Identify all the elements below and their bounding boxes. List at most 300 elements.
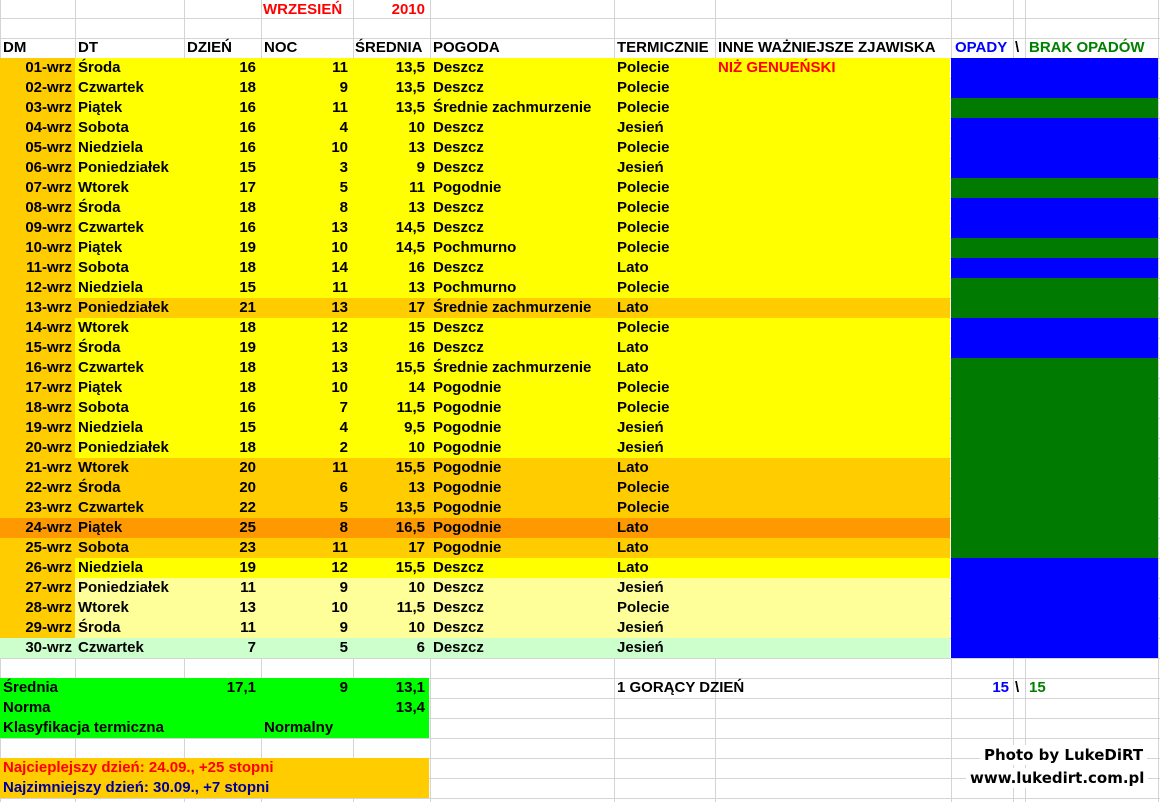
cell-dm[interactable]: 30-wrz [25, 639, 72, 656]
class-value[interactable]: Normalny [264, 719, 334, 736]
cell-other[interactable] [718, 618, 948, 638]
rain-indicator[interactable] [951, 338, 1158, 358]
cell-avg[interactable]: 15 [408, 319, 425, 336]
cell-dt[interactable]: Środa [78, 199, 121, 216]
cell-other[interactable]: NIŻ GENUEŃSKI [718, 59, 836, 76]
no-rain-indicator[interactable] [951, 498, 1158, 518]
cell-other[interactable] [718, 478, 948, 498]
cell-avg[interactable]: 15,5 [395, 559, 425, 576]
cell-thermal[interactable]: Polecie [617, 599, 670, 616]
cell-dm[interactable]: 17-wrz [25, 379, 72, 396]
cell-avg[interactable]: 9 [416, 159, 425, 176]
cell-other[interactable] [718, 458, 948, 478]
rain-indicator[interactable] [951, 138, 1158, 158]
cell-night[interactable]: 11 [332, 279, 348, 296]
avg-night[interactable]: 9 [339, 679, 348, 696]
cell-night[interactable]: 10 [331, 599, 348, 616]
cell-thermal[interactable]: Lato [617, 519, 649, 536]
month-title[interactable]: WRZESIEŃ [263, 1, 343, 18]
no-rain-indicator[interactable] [951, 518, 1158, 538]
cell-avg[interactable]: 13 [408, 479, 425, 496]
header-dm[interactable]: DM [3, 39, 27, 56]
cell-dt[interactable]: Czwartek [78, 219, 144, 236]
cell-dm[interactable]: 01-wrz [25, 59, 72, 76]
cell-dt[interactable]: Piątek [78, 519, 123, 536]
cell-dt[interactable]: Sobota [78, 539, 129, 556]
cell-avg[interactable]: 9,5 [404, 419, 425, 436]
cell-thermal[interactable]: Polecie [617, 479, 670, 496]
cell-avg[interactable]: 14,5 [395, 239, 425, 256]
cell-weather[interactable]: Deszcz [433, 599, 484, 616]
cell-dt[interactable]: Czwartek [78, 639, 144, 656]
cell-weather[interactable]: Pogodnie [433, 539, 502, 556]
header-srednia[interactable]: ŚREDNIA [355, 39, 423, 56]
cell-thermal[interactable]: Polecie [617, 319, 670, 336]
cell-dt[interactable]: Piątek [78, 239, 123, 256]
cell-thermal[interactable]: Polecie [617, 199, 670, 216]
cell-thermal[interactable]: Polecie [617, 239, 670, 256]
cell-dm[interactable]: 29-wrz [25, 619, 72, 636]
cell-dt[interactable]: Środa [78, 619, 121, 636]
cell-dm[interactable]: 11-wrz [26, 259, 72, 276]
cell-weather[interactable]: Pogodnie [433, 379, 502, 396]
cell-night[interactable]: 5 [339, 639, 348, 656]
cell-night[interactable]: 13 [331, 299, 348, 316]
cell-other[interactable] [718, 118, 948, 138]
cell-dm[interactable]: 19-wrz [25, 419, 72, 436]
cell-dm[interactable]: 23-wrz [25, 499, 72, 516]
cell-dm[interactable]: 08-wrz [25, 199, 72, 216]
cell-weather[interactable]: Pochmurno [433, 239, 517, 256]
cell-other[interactable] [718, 178, 948, 198]
cell-dt[interactable]: Niedziela [78, 279, 144, 296]
grid-row-line [0, 738, 1160, 739]
cell-night[interactable]: 13 [331, 359, 348, 376]
cell-other[interactable] [718, 538, 948, 558]
cell-night[interactable]: 4 [339, 419, 348, 436]
cell-dt[interactable]: Niedziela [78, 559, 144, 576]
cell-dt[interactable]: Poniedziałek [78, 159, 169, 176]
cell-day[interactable]: 19 [239, 339, 256, 356]
year-title[interactable]: 2010 [391, 1, 425, 18]
cell-dm[interactable]: 26-wrz [25, 559, 72, 576]
no-rain-indicator[interactable] [951, 478, 1158, 498]
cell-dm[interactable]: 12-wrz [25, 279, 72, 296]
cell-avg[interactable]: 13 [408, 139, 425, 156]
cell-other[interactable] [718, 358, 948, 378]
cell-weather[interactable]: Deszcz [433, 59, 484, 76]
cell-other[interactable] [718, 98, 948, 118]
rain-indicator[interactable] [951, 158, 1158, 178]
cell-weather[interactable]: Pogodnie [433, 419, 502, 436]
avg-day[interactable]: 17,1 [226, 679, 256, 696]
cell-other[interactable] [718, 438, 948, 458]
cell-other[interactable] [718, 578, 948, 598]
cell-dt[interactable]: Wtorek [78, 319, 129, 336]
cell-night[interactable]: 13 [331, 339, 348, 356]
photo-credit: Photo by LukeDiRT [980, 745, 1147, 765]
cell-night[interactable]: 9 [339, 619, 348, 636]
cell-other[interactable] [718, 158, 948, 178]
cell-night[interactable]: 10 [331, 239, 348, 256]
cell-other[interactable] [718, 518, 948, 538]
cell-weather[interactable]: Pogodnie [433, 459, 502, 476]
cell-other[interactable] [718, 238, 948, 258]
cell-thermal[interactable]: Lato [617, 539, 649, 556]
no-rain-indicator[interactable] [951, 378, 1158, 398]
header-opady[interactable]: OPADY [955, 39, 1008, 56]
cell-other[interactable] [718, 138, 948, 158]
cell-night[interactable]: 5 [339, 499, 348, 516]
cell-weather[interactable]: Średnie zachmurzenie [433, 99, 592, 116]
cell-weather[interactable]: Pogodnie [433, 179, 502, 196]
no-rain-indicator[interactable] [951, 458, 1158, 478]
cell-night[interactable]: 3 [339, 159, 348, 176]
norm-value[interactable]: 13,4 [395, 699, 425, 716]
cell-other[interactable] [718, 378, 948, 398]
cell-thermal[interactable]: Polecie [617, 219, 670, 236]
rain-indicator[interactable] [951, 318, 1158, 338]
cell-avg[interactable]: 17 [408, 539, 425, 556]
cell-avg[interactable]: 11 [409, 179, 425, 196]
no-rain-indicator[interactable] [951, 298, 1158, 318]
cell-thermal[interactable]: Jesień [617, 119, 664, 136]
cell-avg[interactable]: 17 [408, 299, 425, 316]
cell-weather[interactable]: Deszcz [433, 259, 484, 276]
cell-day[interactable]: 18 [239, 199, 256, 216]
cell-weather[interactable]: Średnie zachmurzenie [433, 299, 592, 316]
cell-avg[interactable]: 6 [416, 639, 425, 656]
cell-dm[interactable]: 04-wrz [25, 119, 72, 136]
cell-day[interactable]: 25 [239, 519, 256, 536]
cell-other[interactable] [718, 398, 948, 418]
cell-dm[interactable]: 14-wrz [25, 319, 72, 336]
cell-day[interactable]: 19 [239, 239, 256, 256]
no-rain-indicator[interactable] [951, 538, 1158, 558]
cell-day[interactable]: 18 [239, 319, 256, 336]
cell-weather[interactable]: Pogodnie [433, 479, 502, 496]
cell-dm[interactable]: 16-wrz [25, 359, 72, 376]
cell-night[interactable]: 8 [339, 519, 348, 536]
cell-dt[interactable]: Środa [78, 339, 121, 356]
cell-dt[interactable]: Wtorek [78, 179, 129, 196]
cell-avg[interactable]: 15,5 [395, 459, 425, 476]
cell-thermal[interactable]: Lato [617, 339, 649, 356]
rain-indicator[interactable] [951, 118, 1158, 138]
cell-avg[interactable]: 10 [408, 579, 425, 596]
cell-night[interactable]: 6 [339, 479, 348, 496]
cell-thermal[interactable]: Polecie [617, 139, 670, 156]
cell-avg[interactable]: 13,5 [395, 59, 425, 76]
cell-dm[interactable]: 18-wrz [25, 399, 72, 416]
cell-dm[interactable]: 09-wrz [25, 219, 72, 236]
cell-day[interactable]: 16 [239, 59, 256, 76]
cell-day[interactable]: 21 [239, 299, 256, 316]
cell-dm[interactable]: 13-wrz [25, 299, 72, 316]
cell-dm[interactable]: 22-wrz [25, 479, 72, 496]
rain-indicator[interactable] [951, 558, 1158, 578]
no-rain-indicator[interactable] [951, 178, 1158, 198]
cell-thermal[interactable]: Lato [617, 459, 649, 476]
cell-day[interactable]: 16 [239, 99, 256, 116]
cell-dt[interactable]: Czwartek [78, 359, 144, 376]
cell-night[interactable]: 9 [339, 79, 348, 96]
cell-other[interactable] [718, 338, 948, 358]
cell-avg[interactable]: 13,5 [395, 499, 425, 516]
cell-day[interactable]: 20 [239, 459, 256, 476]
cell-weather[interactable]: Deszcz [433, 579, 484, 596]
rain-indicator[interactable] [951, 618, 1158, 638]
cell-night[interactable]: 11 [332, 99, 348, 116]
cell-dm[interactable]: 15-wrz [25, 339, 72, 356]
cell-avg[interactable]: 16 [408, 339, 425, 356]
cell-avg[interactable]: 11,5 [396, 599, 425, 616]
cell-night[interactable]: 13 [331, 219, 348, 236]
cell-thermal[interactable]: Polecie [617, 99, 670, 116]
cell-day[interactable]: 16 [239, 219, 256, 236]
dry-days-count[interactable]: 15 [1029, 679, 1046, 696]
cell-dt[interactable]: Niedziela [78, 139, 144, 156]
norm-label[interactable]: Norma [3, 699, 51, 716]
header-pogoda[interactable]: POGODA [433, 39, 500, 56]
cell-weather[interactable]: Deszcz [433, 319, 484, 336]
cell-weather[interactable]: Pogodnie [433, 439, 502, 456]
no-rain-indicator[interactable] [951, 398, 1158, 418]
cell-thermal[interactable]: Polecie [617, 179, 670, 196]
no-rain-indicator[interactable] [951, 278, 1158, 298]
rain-indicator[interactable] [951, 198, 1158, 218]
cell-dm[interactable]: 28-wrz [25, 599, 72, 616]
cell-dm[interactable]: 05-wrz [25, 139, 72, 156]
cell-thermal[interactable]: Jesień [617, 159, 664, 176]
cell-day[interactable]: 23 [239, 539, 256, 556]
header-termiczne[interactable]: TERMICZNIE [617, 39, 709, 56]
cell-day[interactable]: 7 [247, 639, 256, 656]
cell-night[interactable]: 4 [339, 119, 348, 136]
cell-day[interactable]: 22 [239, 499, 256, 516]
cell-night[interactable]: 5 [339, 179, 348, 196]
rain-indicator[interactable] [951, 578, 1158, 598]
header-dt[interactable]: DT [78, 39, 98, 56]
cell-avg[interactable]: 10 [408, 619, 425, 636]
cell-dt[interactable]: Sobota [78, 119, 129, 136]
rain-indicator[interactable] [951, 78, 1158, 98]
cell-thermal[interactable]: Polecie [617, 59, 670, 76]
cell-weather[interactable]: Deszcz [433, 79, 484, 96]
no-rain-indicator[interactable] [951, 418, 1158, 438]
cell-dm[interactable]: 07-wrz [25, 179, 72, 196]
warmest-day-note[interactable]: Najcieplejszy dzień: 24.09., +25 stopni [3, 759, 274, 776]
cell-day[interactable]: 20 [239, 479, 256, 496]
cell-weather[interactable]: Deszcz [433, 139, 484, 156]
cell-dm[interactable]: 02-wrz [25, 79, 72, 96]
avg-label[interactable]: Średnia [3, 679, 59, 696]
hot-days-label[interactable]: 1 GORĄCY DZIEŃ [617, 679, 745, 696]
cell-day[interactable]: 11 [240, 619, 256, 636]
cell-other[interactable] [718, 638, 948, 658]
avg-mean[interactable]: 13,1 [395, 679, 425, 696]
cell-night[interactable]: 11 [332, 59, 348, 76]
cell-dt[interactable]: Poniedziałek [78, 439, 169, 456]
cell-other[interactable] [718, 298, 948, 318]
cell-avg[interactable]: 10 [408, 439, 425, 456]
cell-dm[interactable]: 27-wrz [25, 579, 72, 596]
cell-night[interactable]: 7 [339, 399, 348, 416]
cell-thermal[interactable]: Lato [617, 559, 649, 576]
cell-other[interactable] [718, 258, 948, 278]
cell-day[interactable]: 16 [239, 399, 256, 416]
no-rain-indicator[interactable] [951, 98, 1158, 118]
cell-night[interactable]: 11 [332, 539, 348, 556]
cell-avg[interactable]: 13 [408, 279, 425, 296]
cell-dt[interactable]: Sobota [78, 399, 129, 416]
cell-night[interactable]: 12 [331, 319, 348, 336]
cell-other[interactable] [718, 598, 948, 618]
header-inne[interactable]: INNE WAŻNIEJSZE ZJAWISKA [718, 39, 936, 56]
cell-day[interactable]: 15 [239, 279, 256, 296]
rain-indicator[interactable] [951, 58, 1158, 78]
cell-day[interactable]: 15 [239, 419, 256, 436]
cell-dt[interactable]: Poniedziałek [78, 579, 169, 596]
cell-day[interactable]: 18 [239, 79, 256, 96]
cell-day[interactable]: 16 [239, 119, 256, 136]
cell-weather[interactable]: Deszcz [433, 339, 484, 356]
header-noc[interactable]: NOC [264, 39, 298, 56]
cell-thermal[interactable]: Jesień [617, 619, 664, 636]
cell-weather[interactable]: Deszcz [433, 219, 484, 236]
cell-thermal[interactable]: Jesień [617, 439, 664, 456]
cell-other[interactable] [718, 218, 948, 238]
cell-other[interactable] [718, 78, 948, 98]
cell-avg[interactable]: 11,5 [396, 399, 425, 416]
header-dzien[interactable]: DZIEŃ [187, 39, 232, 56]
cell-dt[interactable]: Sobota [78, 259, 129, 276]
cell-weather[interactable]: Pogodnie [433, 519, 502, 536]
header-brak[interactable]: BRAK OPADÓW [1029, 39, 1145, 56]
cell-day[interactable]: 16 [239, 139, 256, 156]
count-slash[interactable]: \ [1015, 679, 1020, 696]
cell-dt[interactable]: Czwartek [78, 79, 144, 96]
rain-indicator[interactable] [951, 638, 1158, 658]
cell-thermal[interactable]: Lato [617, 299, 649, 316]
cell-dm[interactable]: 20-wrz [25, 439, 72, 456]
cell-avg[interactable]: 16,5 [395, 519, 425, 536]
cell-dm[interactable]: 24-wrz [25, 519, 72, 536]
cell-avg[interactable]: 14 [408, 379, 425, 396]
cell-dt[interactable]: Poniedziałek [78, 299, 169, 316]
cell-other[interactable] [718, 318, 948, 338]
cell-dt[interactable]: Środa [78, 59, 121, 76]
cell-thermal[interactable]: Jesień [617, 419, 664, 436]
cell-night[interactable]: 2 [339, 439, 348, 456]
cell-thermal[interactable]: Lato [617, 259, 649, 276]
cell-weather[interactable]: Średnie zachmurzenie [433, 359, 592, 376]
cell-weather[interactable]: Pochmurno [433, 279, 517, 296]
cell-weather[interactable]: Deszcz [433, 119, 484, 136]
cell-weather[interactable]: Deszcz [433, 199, 484, 216]
cell-other[interactable] [718, 198, 948, 218]
cell-avg[interactable]: 14,5 [395, 219, 425, 236]
cell-dt[interactable]: Niedziela [78, 419, 144, 436]
cell-dm[interactable]: 25-wrz [25, 539, 72, 556]
cell-thermal[interactable]: Polecie [617, 379, 670, 396]
cell-thermal[interactable]: Polecie [617, 499, 670, 516]
rain-indicator[interactable] [951, 258, 1158, 278]
cell-avg[interactable]: 13,5 [395, 99, 425, 116]
cell-day[interactable]: 18 [239, 259, 256, 276]
cell-day[interactable]: 13 [239, 599, 256, 616]
cell-night[interactable]: 10 [331, 139, 348, 156]
cell-day[interactable]: 11 [240, 579, 256, 596]
no-rain-indicator[interactable] [951, 438, 1158, 458]
cell-avg[interactable]: 15,5 [395, 359, 425, 376]
cell-dt[interactable]: Piątek [78, 99, 123, 116]
cell-day[interactable]: 18 [239, 439, 256, 456]
cell-thermal[interactable]: Lato [617, 359, 649, 376]
grid-column-line [1158, 0, 1159, 802]
cell-avg[interactable]: 10 [408, 119, 425, 136]
cell-thermal[interactable]: Polecie [617, 279, 670, 296]
class-label[interactable]: Klasyfikacja termiczna [3, 719, 164, 736]
cell-dt[interactable]: Czwartek [78, 499, 144, 516]
cell-night[interactable]: 8 [339, 199, 348, 216]
cell-avg[interactable]: 13,5 [395, 79, 425, 96]
cell-day[interactable]: 19 [239, 559, 256, 576]
cell-thermal[interactable]: Polecie [617, 79, 670, 96]
header-slash[interactable]: \ [1015, 39, 1020, 56]
cell-night[interactable]: 10 [331, 379, 348, 396]
cell-thermal[interactable]: Polecie [617, 399, 670, 416]
cell-night[interactable]: 11 [332, 459, 348, 476]
cell-day[interactable]: 17 [239, 179, 256, 196]
rain-indicator[interactable] [951, 598, 1158, 618]
cell-dt[interactable]: Piątek [78, 379, 123, 396]
cell-night[interactable]: 12 [331, 559, 348, 576]
cell-other[interactable] [718, 418, 948, 438]
no-rain-indicator[interactable] [951, 358, 1158, 378]
cell-dt[interactable]: Środa [78, 479, 121, 496]
cell-other[interactable] [718, 558, 948, 578]
rain-indicator[interactable] [951, 218, 1158, 238]
cell-thermal[interactable]: Jesień [617, 639, 664, 656]
cell-weather[interactable]: Deszcz [433, 159, 484, 176]
cell-day[interactable]: 15 [239, 159, 256, 176]
cell-day[interactable]: 18 [239, 359, 256, 376]
rain-days-count[interactable]: 15 [992, 679, 1009, 696]
cell-dm[interactable]: 03-wrz [25, 99, 72, 116]
cell-dm[interactable]: 06-wrz [25, 159, 72, 176]
cell-other[interactable] [718, 498, 948, 518]
cell-dm[interactable]: 21-wrz [25, 459, 72, 476]
cell-avg[interactable]: 16 [408, 259, 425, 276]
cell-night[interactable]: 14 [331, 259, 348, 276]
cell-weather[interactable]: Deszcz [433, 559, 484, 576]
cell-dm[interactable]: 10-wrz [25, 239, 72, 256]
cell-avg[interactable]: 13 [408, 199, 425, 216]
coldest-day-note[interactable]: Najzimniejszy dzień: 30.09., +7 stopni [3, 779, 270, 796]
cell-dt[interactable]: Wtorek [78, 599, 129, 616]
cell-weather[interactable]: Pogodnie [433, 499, 502, 516]
cell-other[interactable] [718, 278, 948, 298]
no-rain-indicator[interactable] [951, 238, 1158, 258]
cell-day[interactable]: 18 [239, 379, 256, 396]
cell-night[interactable]: 9 [339, 579, 348, 596]
cell-weather[interactable]: Pogodnie [433, 399, 502, 416]
cell-weather[interactable]: Deszcz [433, 619, 484, 636]
cell-thermal[interactable]: Jesień [617, 579, 664, 596]
cell-weather[interactable]: Deszcz [433, 639, 484, 656]
cell-dt[interactable]: Wtorek [78, 459, 129, 476]
